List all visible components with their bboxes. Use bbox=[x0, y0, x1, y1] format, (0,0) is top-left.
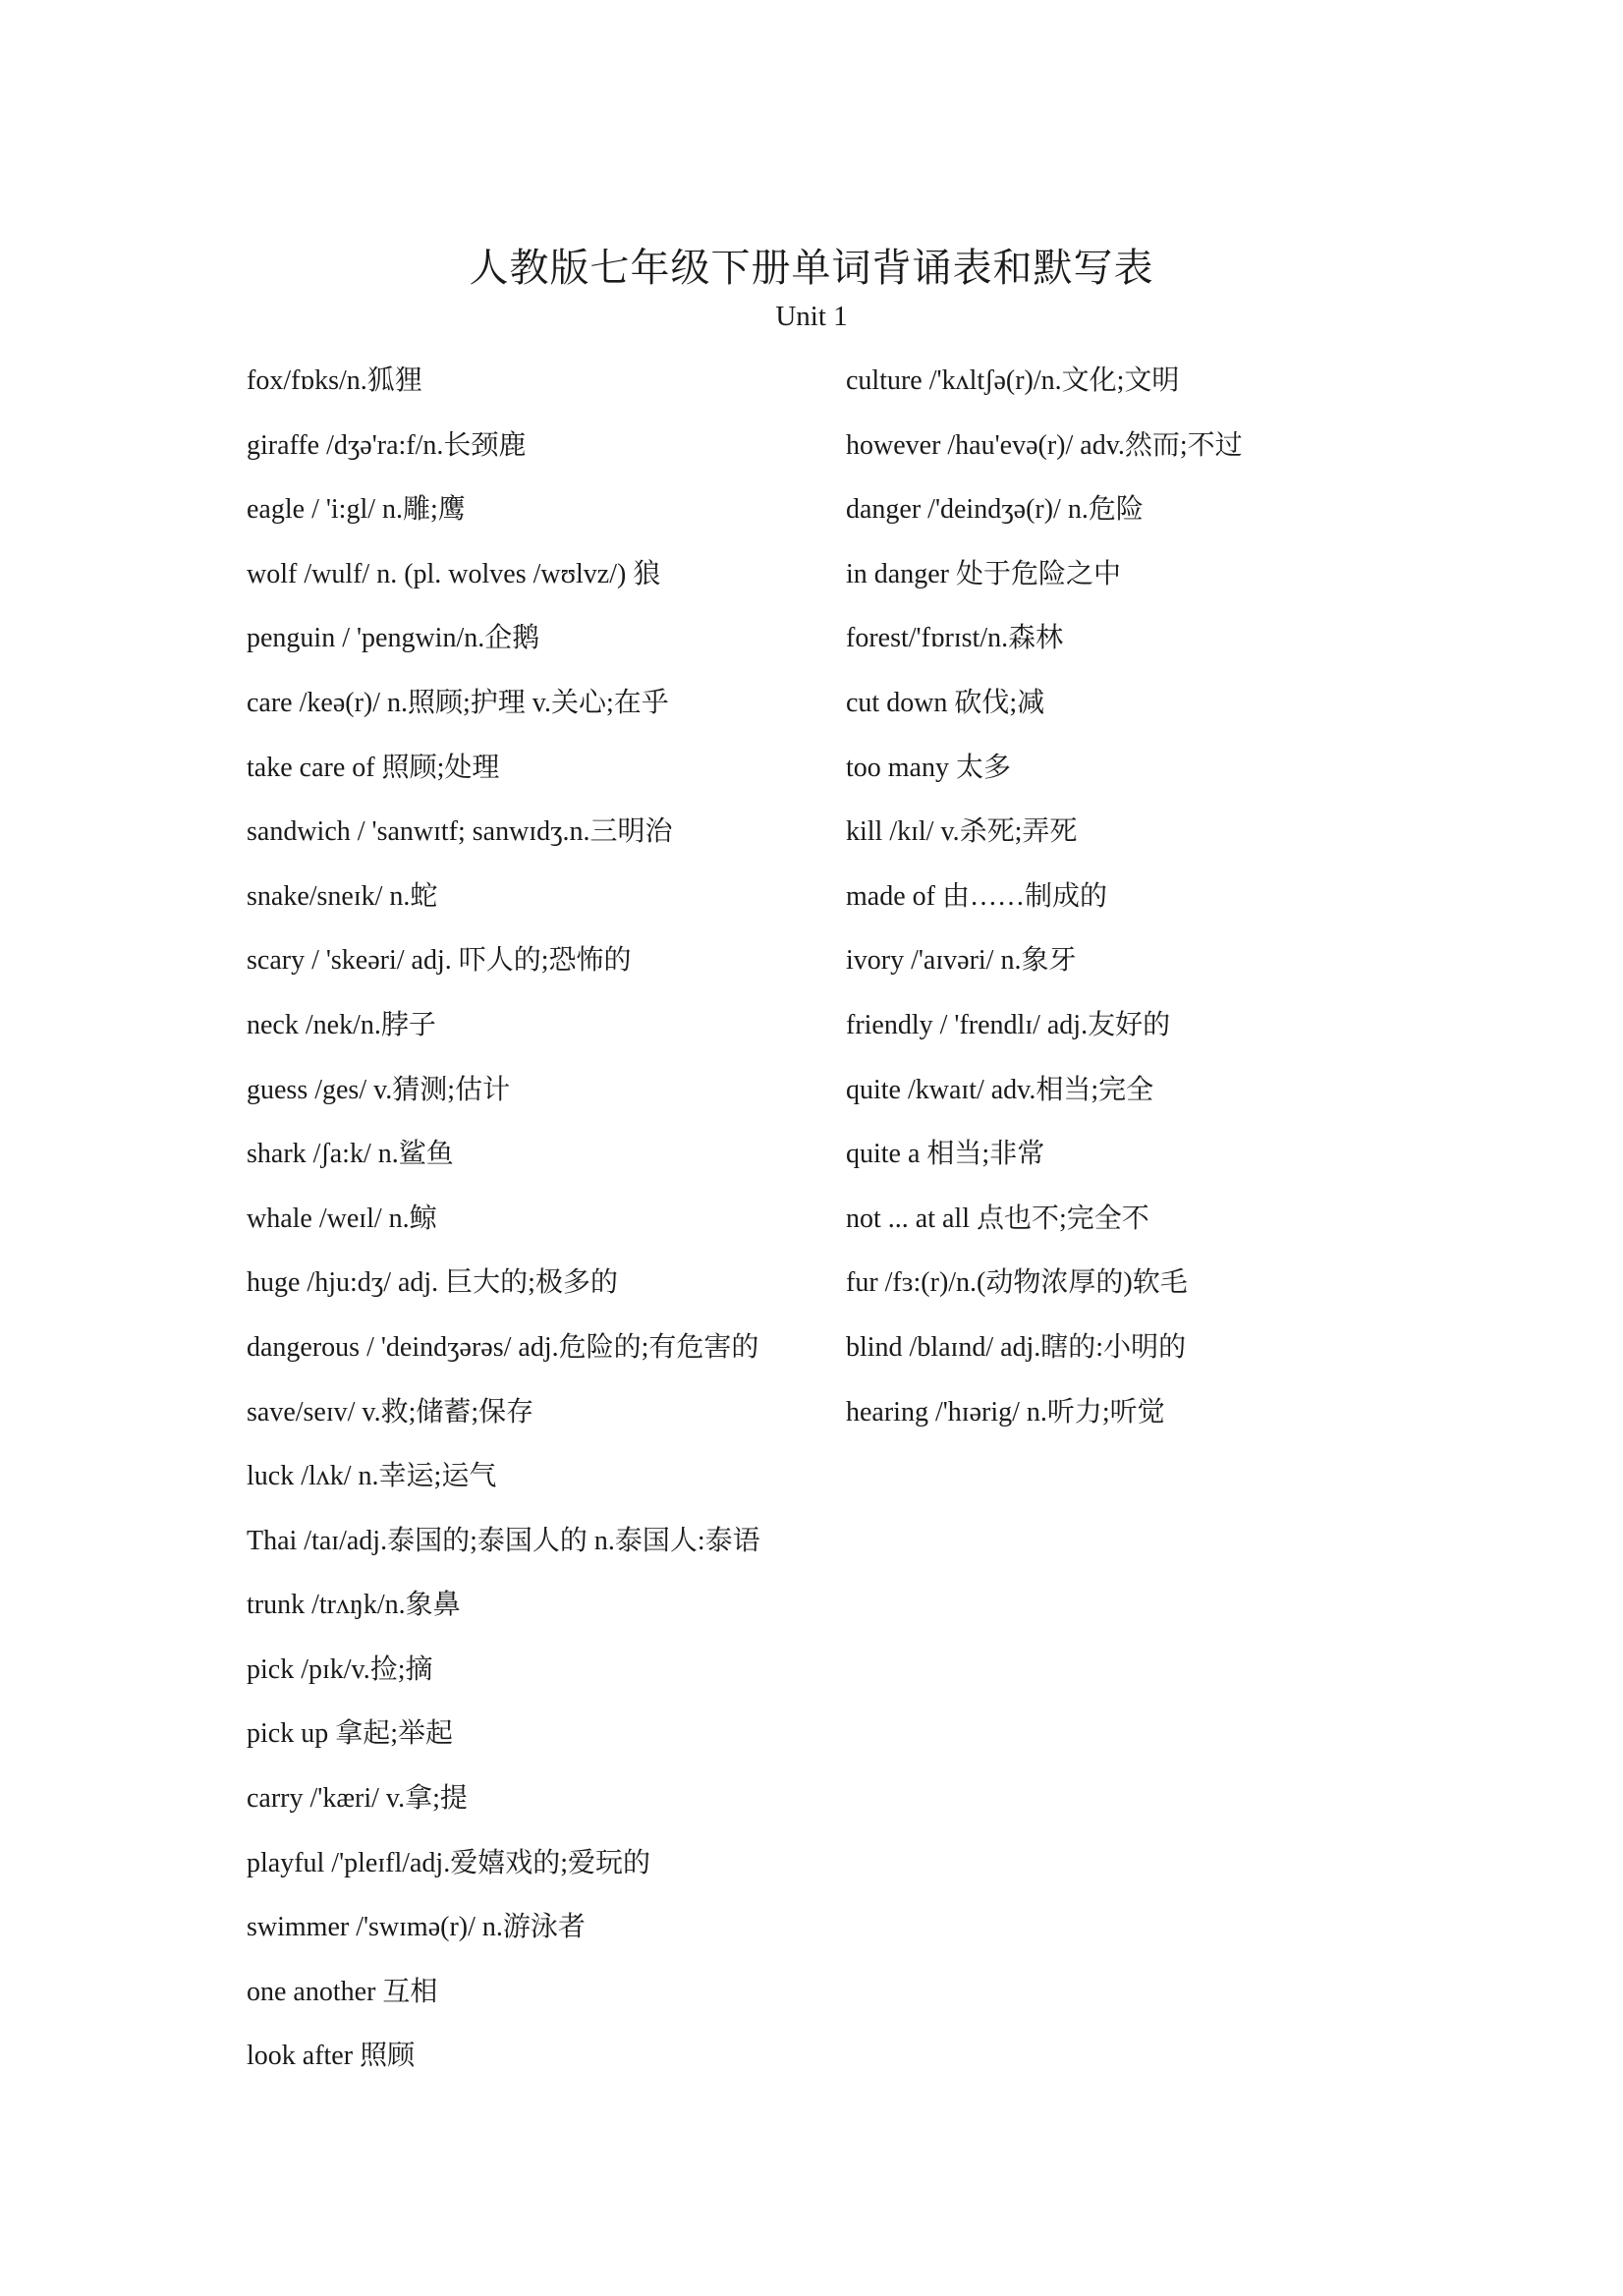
vocab-entry: forest/'fɒrɪst/n.森林 bbox=[846, 623, 1064, 654]
vocab-entry: save/seɪv/ v.救;储蓄;保存 bbox=[247, 1396, 534, 1428]
vocab-entry: giraffe /dʒə'ra:f/n.长颈鹿 bbox=[247, 429, 527, 461]
vocab-entry: take care of 照顾;处理 bbox=[247, 752, 500, 783]
vocab-entry: look after 照顾 bbox=[247, 2041, 416, 2072]
vocab-entry: pick up 拿起;举起 bbox=[247, 1718, 453, 1750]
vocab-entry: fox/fɒks/n.狐狸 bbox=[247, 365, 422, 396]
vocab-entry: too many 太多 bbox=[846, 752, 1011, 783]
vocab-entry: friendly / 'frendlɪ/ adj.友好的 bbox=[846, 1009, 1171, 1040]
vocab-entry: penguin / 'pengwin/n.企鹅 bbox=[247, 623, 540, 654]
vocab-entry: swimmer /'swɪmə(r)/ n.游泳者 bbox=[247, 1912, 586, 1943]
vocab-entry: shark /ʃa:k/ n.鲨鱼 bbox=[247, 1139, 454, 1170]
vocab-entry: culture /'kʌltʃə(r)/n.文化;文明 bbox=[846, 365, 1180, 396]
vocab-entry: blind /blaɪnd/ adj.瞎的:小明的 bbox=[846, 1331, 1187, 1363]
vocab-entry: scary / 'skeəri/ adj. 吓人的;恐怖的 bbox=[247, 945, 632, 977]
vocab-entry: dangerous / 'deindʒərəs/ adj.危险的;有危害的 bbox=[247, 1331, 759, 1363]
vocabulary-list-left bbox=[247, 356, 816, 2096]
vocab-entry: fur /fɜ:(r)/n.(动物浓厚的)软毛 bbox=[846, 1267, 1188, 1299]
unit-heading: Unit 1 bbox=[775, 301, 848, 332]
vocab-entry: one another 互相 bbox=[247, 1976, 438, 2007]
vocab-entry: neck /nek/n.脖子 bbox=[247, 1009, 436, 1040]
vocab-entry: trunk /trʌŋk/n.象鼻 bbox=[247, 1590, 461, 1621]
vocab-entry: luck /lʌk/ n.幸运;运气 bbox=[247, 1461, 497, 1492]
vocab-entry: Thai /taɪ/adj.泰国的;泰国人的 n.泰国人:泰语 bbox=[247, 1525, 760, 1556]
vocab-entry: however /hau'evə(r)/ adv.然而;不过 bbox=[846, 429, 1243, 461]
vocab-entry: hearing /'hɪərig/ n.听力;听觉 bbox=[846, 1396, 1165, 1428]
vocab-entry: guess /ges/ v.猜测;估计 bbox=[247, 1074, 511, 1105]
vocab-entry: whale /weɪl/ n.鲸 bbox=[247, 1203, 437, 1234]
vocab-entry: huge /hju:dʒ/ adj. 巨大的;极多的 bbox=[247, 1267, 618, 1299]
vocab-entry: snake/sneɪk/ n.蛇 bbox=[247, 880, 438, 912]
vocab-entry: playful /'pleɪfl/adj.爱嬉戏的;爱玩的 bbox=[247, 1847, 650, 1878]
page-title: 人教版七年级下册单词背诵表和默写表 bbox=[469, 245, 1154, 291]
vocab-entry: quite a 相当;非常 bbox=[846, 1139, 1045, 1170]
vocab-entry: not ... at all 点也不;完全不 bbox=[846, 1203, 1149, 1234]
vocab-entry: wolf /wulf/ n. (pl. wolves /wʊlvz/) 狼 bbox=[247, 558, 661, 589]
vocabulary-list-right bbox=[846, 356, 1534, 1451]
vocab-entry: made of 由……制成的 bbox=[846, 880, 1107, 912]
vocab-entry: in danger 处于危险之中 bbox=[846, 558, 1121, 589]
vocab-entry: ivory /'aɪvəri/ n.象牙 bbox=[846, 945, 1077, 977]
vocab-entry: sandwich / 'sanwɪtf; sanwɪdʒ.n.三明治 bbox=[247, 816, 673, 848]
vocab-entry: danger /'deindʒə(r)/ n.危险 bbox=[846, 494, 1144, 526]
vocab-entry: care /keə(r)/ n.照顾;护理 v.关心;在乎 bbox=[247, 687, 669, 718]
vocab-entry: quite /kwaɪt/ adv.相当;完全 bbox=[846, 1074, 1154, 1105]
vocab-entry: eagle / 'i:gl/ n.雕;鹰 bbox=[247, 494, 466, 526]
vocab-entry: pick /pɪk/v.捡;摘 bbox=[247, 1653, 433, 1685]
vocab-entry: cut down 砍伐;减 bbox=[846, 687, 1045, 718]
vocab-entry: carry /'kæri/ v.拿;提 bbox=[247, 1783, 468, 1815]
vocab-entry: kill /kɪl/ v.杀死;弄死 bbox=[846, 816, 1078, 848]
